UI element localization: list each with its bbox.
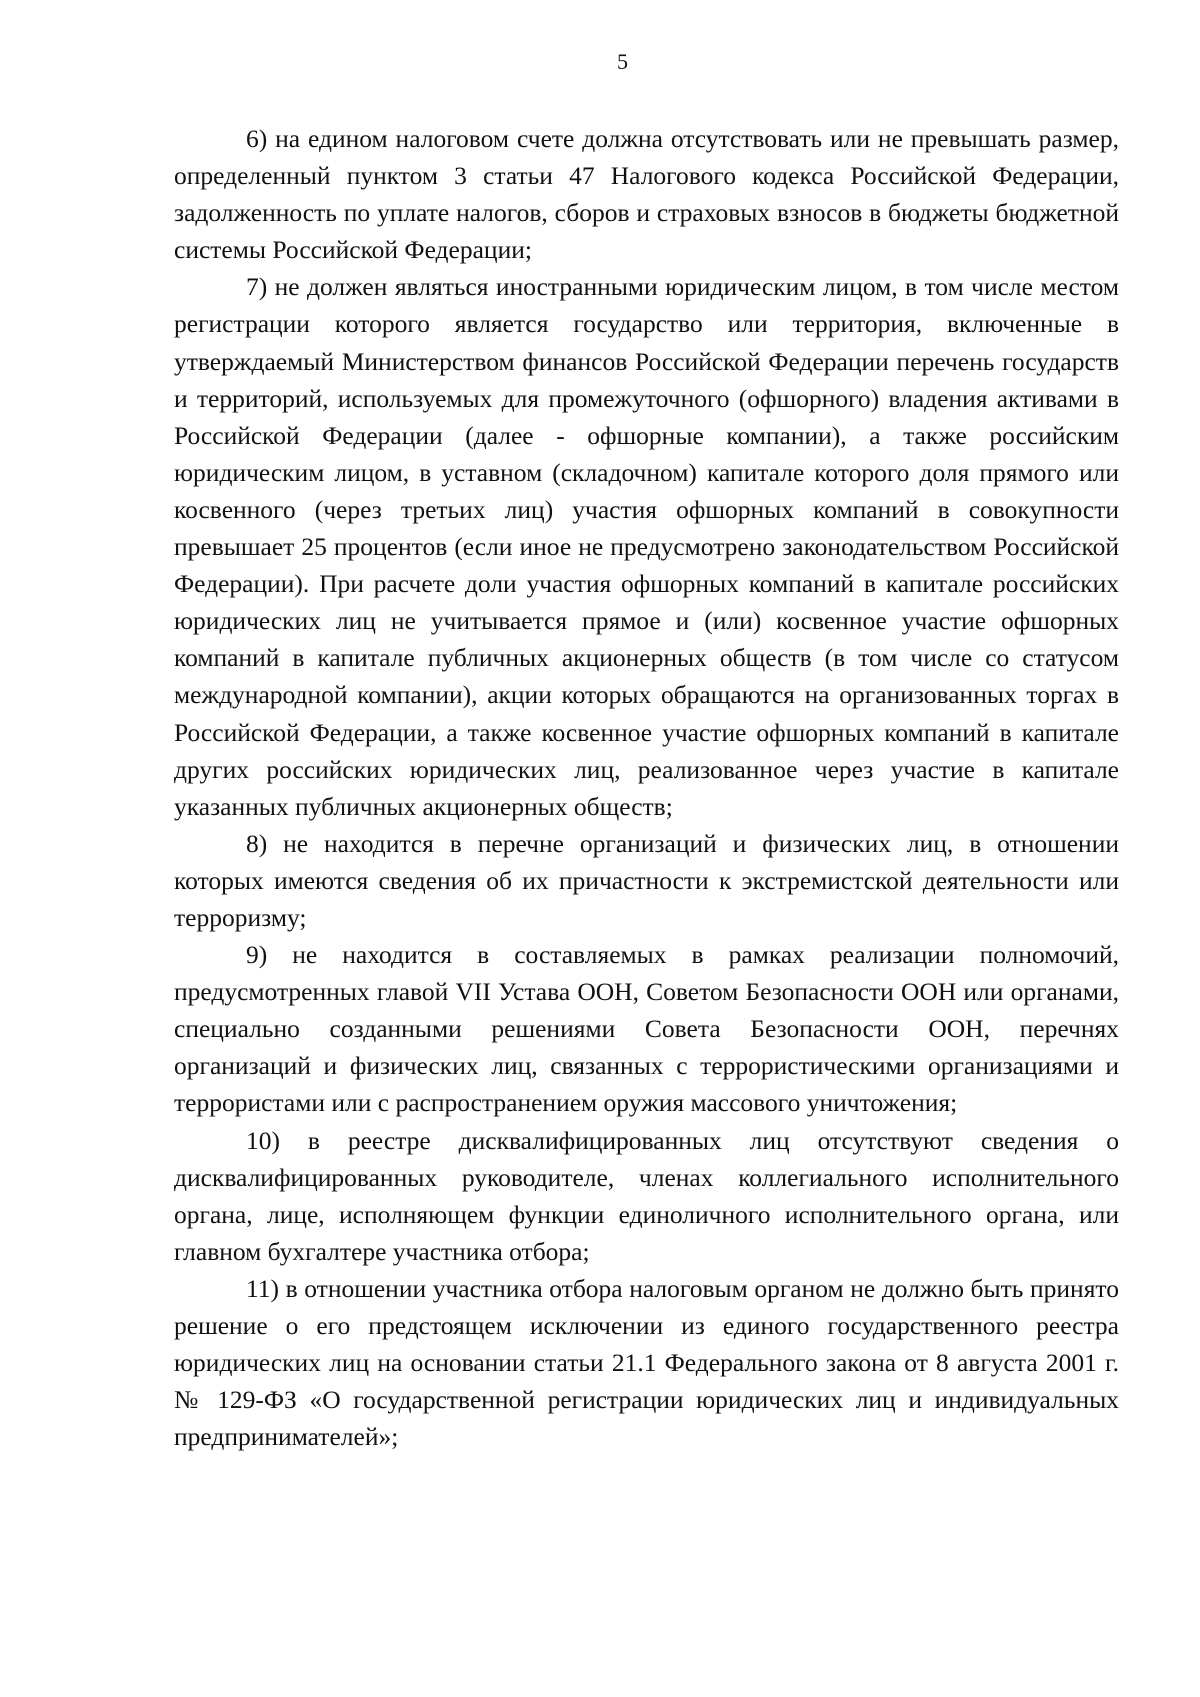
paragraph-item-8: 8) не находится в перечне организаций и физических лиц, в отношении которых имеются сведения об их причастности к экстремистской деятельности или терроризму;: [174, 828, 1119, 932]
paragraph-item-11: 11) в отношении участника отбора налоговым органом не должно быть принято решение о его предстоящем исключении из единого государственного реестра юридических лиц на основании статьи 21.1 Федерального закона от 8 августа 2001 г. № 129-ФЗ «О государственной регистрации юридических лиц и индивидуальных предпринимателей»;: [174, 1273, 1119, 1452]
page-number: 5: [617, 49, 628, 74]
document-body: [174, 120, 1119, 1455]
paragraph-item-10: 10) в реестре дисквалифицированных лиц отсутствуют сведения о дисквалифицированных руководителе, членах коллегиального исполнительного органа, лице, исполняющем функции единоличного исполнительного органа, или главном бухгалтере участника отбора;: [174, 1125, 1119, 1266]
paragraph-item-7: 7) не должен являться иностранными юридическим лицом, в том числе местом регистрации которого является государство или территория, включенные в утверждаемый Министерством финансов Российской Федерации перечень государств и территорий, используемых для промежуточного (офшорного) владения активами в Российской Федерации (далее - офшорные компании), а также российским юридическим лицом, в уставном (складочном) капитале которого доля прямого или косвенного (через третьих лиц) участия офшорных компаний в совокупности превышает 25 процентов (если иное не предусмотрено законодательством Российской Федерации). При расчете доли участия офшорных компаний в капитале российских юридических лиц не учитывается прямое и (или) косвенное участие офшорных компаний в капитале публичных акционерных обществ (в том числе со статусом международной компании), акции которых обращаются на организованных торгах в Российской Федерации, а также косвенное участие офшорных компаний в капитале других российских юридических лиц, реализованное через участие в капитале указанных публичных акционерных обществ;: [174, 272, 1119, 821]
paragraph-item-9: 9) не находится в составляемых в рамках реализации полномочий, предусмотренных главой VII Устава ООН, Советом Безопасности ООН или органами, специально созданными решениями Совета Безопасности ООН, перечнях организаций и физических лиц, связанных с террористическими организациями и террористами или с распространением оружия массового уничтожения;: [174, 940, 1119, 1118]
paragraph-item-6: 6) на едином налоговом счете должна отсутствовать или не превышать размер, определенный пунктом 3 статьи 47 Налогового кодекса Российской Федерации, задолженность по уплате налогов, сборов и страховых взносов в бюджеты бюджетной системы Российской Федерации;: [174, 124, 1119, 265]
